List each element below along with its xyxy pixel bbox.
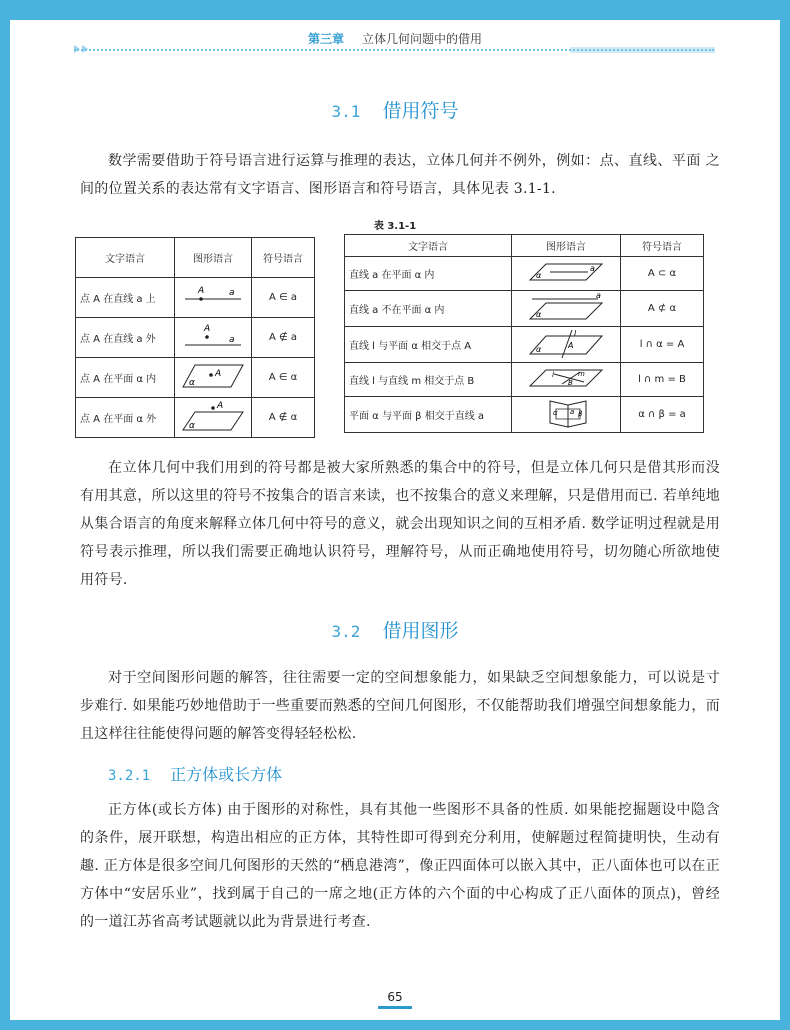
table-row: [345, 327, 704, 363]
table-caption: 表 3.1-1: [373, 221, 417, 232]
figure-point-off-plane: [175, 398, 252, 438]
svg-text:a: a: [590, 264, 595, 273]
subsection-title: 正方体或长方体: [170, 765, 283, 784]
figure-line-in-plane: [512, 257, 621, 291]
section-title: 借用符号: [382, 100, 459, 122]
table-header: 文字语言: [76, 238, 175, 278]
row-text: 点 A 在平面 α 外: [76, 398, 175, 438]
chapter-label: 第三章: [307, 32, 344, 46]
paragraph-figures: 对于空间图形问题的解答，往往需要一定的空间想象能力，如果缺乏空间想象能力，可以说是寸步难行. 如果能巧妙地借助于一些重要而熟悉的空间几何图形，不仅能帮助我们增强空间想象能力，而且这样往往能使得问题的解答变得轻轻松松.: [80, 670, 720, 742]
svg-text:A: A: [217, 401, 224, 411]
section-title: 借用图形: [382, 620, 459, 642]
row-symbol: α ∩ β = a: [621, 397, 704, 433]
table-row: [345, 257, 704, 291]
figure-lines-intersect: [512, 363, 621, 397]
table-header: 符号语言: [621, 235, 704, 257]
section-heading-3-2: [10, 616, 780, 643]
row-symbol: A ⊂ α: [621, 257, 704, 291]
row-symbol: A ∈ α: [252, 358, 315, 398]
row-text: 点 A 在直线 a 上: [76, 278, 175, 318]
figure-line-not-in-plane: [512, 291, 621, 327]
table-header: 图形语言: [175, 238, 252, 278]
table-row: [76, 398, 315, 438]
svg-text:A: A: [215, 369, 222, 379]
section-number: 3.1: [331, 102, 361, 121]
svg-text:α: α: [536, 310, 542, 319]
svg-text:A: A: [198, 286, 205, 296]
chapter-title: 立体几何问题中的借用: [362, 32, 483, 46]
svg-text:α: α: [189, 421, 195, 431]
paragraph-intro: 数学需要借助于符号语言进行运算与推理的表达，立体几何并不例外，例如：点、直线、平面 之间的位置关系的表达常有文字语言、图形语言和符号语言，具体见表 3.1-1.: [80, 153, 720, 197]
svg-text:B: B: [568, 379, 573, 387]
header-dotted-rule: [74, 49, 714, 51]
row-symbol: l ∩ m = B: [621, 363, 704, 397]
row-text: 直线 a 不在平面 α 内: [345, 291, 512, 327]
page-number-bar: [378, 1006, 412, 1009]
figure-point-in-plane: [175, 358, 252, 398]
table-line-plane-relations: [344, 234, 704, 433]
table-header: 文字语言: [345, 235, 512, 257]
row-symbol: A ∉ a: [252, 318, 315, 358]
figure-point-on-line: [175, 278, 252, 318]
row-text: 平面 α 与平面 β 相交于直线 a: [345, 397, 512, 433]
figure-line-intersects-plane: [512, 327, 621, 363]
row-text: 直线 a 在平面 α 内: [345, 257, 512, 291]
row-symbol: A ⊄ α: [621, 291, 704, 327]
table-point-relations: [75, 237, 315, 438]
row-text: 直线 l 与直线 m 相交于点 B: [345, 363, 512, 397]
table-row: [76, 318, 315, 358]
svg-text:a: a: [229, 335, 235, 345]
paragraph-symbols: 在立体几何中我们用到的符号都是被大家所熟悉的集合中的符号，但是立体几何只是借其形而没有用其意，所以这里的符号不按集合的语言来读，也不按集合的意义来理解，只是借用而已. 若单纯地从集合语言的角度来解释立体几何中符号的意义，就会出现知识之间的互相矛盾. 数学证明过程就是用符号表示推理，所以我们需要正确地认识符号，理解符号，从而正确地使用符号，切勿随心所欲地使用符号.: [80, 460, 720, 588]
section-number: 3.2: [331, 622, 361, 641]
figure-point-off-line: [175, 318, 252, 358]
svg-text:α: α: [536, 345, 542, 354]
table-row: [76, 278, 315, 318]
svg-text:a: a: [596, 293, 601, 300]
table-row: [345, 397, 704, 433]
svg-text:m: m: [578, 370, 585, 378]
svg-text:β: β: [578, 410, 583, 418]
row-symbol: A ∈ a: [252, 278, 315, 318]
svg-text:α: α: [553, 409, 558, 417]
running-header: [10, 30, 780, 47]
subsection-number: 3.2.1: [108, 768, 151, 784]
row-text: 点 A 在平面 α 内: [76, 358, 175, 398]
svg-text:A: A: [568, 341, 574, 350]
row-text: 直线 l 与平面 α 相交于点 A: [345, 327, 512, 363]
row-symbol: l ∩ α = A: [621, 327, 704, 363]
row-symbol: A ∉ α: [252, 398, 315, 438]
table-row: [76, 358, 315, 398]
svg-text:l: l: [552, 371, 554, 379]
svg-text:l: l: [574, 329, 577, 338]
svg-text:A: A: [204, 324, 211, 334]
table-header: 符号语言: [252, 238, 315, 278]
section-heading-3-1: [10, 96, 780, 123]
subsection-heading-3-2-1: [108, 762, 282, 785]
svg-text:α: α: [189, 378, 195, 388]
page: [10, 20, 780, 1020]
svg-text:a: a: [229, 288, 235, 298]
row-text: 点 A 在直线 a 外: [76, 318, 175, 358]
svg-text:a: a: [570, 408, 575, 416]
paragraph-cube: 正方体(或长方体) 由于图形的对称性，具有其他一些图形不具备的性质. 如果能挖掘题设中隐含的条件，展开联想，构造出相应的正方体，其特性即可得到充分利用，使解题过程简捷明快，生动有趣. 正方体是很多空间几何图形的天然的“栖息港湾”，像正四面体可以嵌入其中，正八面体也可以在正方体中“安居乐业”，找到属于自己的一席之地(正方体的六个面的中心构成了正八面体的顶点)，曾经的一道江苏省高考试题就以此为背景进行考查.: [80, 802, 720, 930]
table-row: [345, 291, 704, 327]
table-row: [345, 363, 704, 397]
figure-planes-intersect: [512, 397, 621, 433]
svg-text:α: α: [536, 271, 542, 280]
table-header: 图形语言: [512, 235, 621, 257]
page-number: 65: [387, 990, 403, 1004]
